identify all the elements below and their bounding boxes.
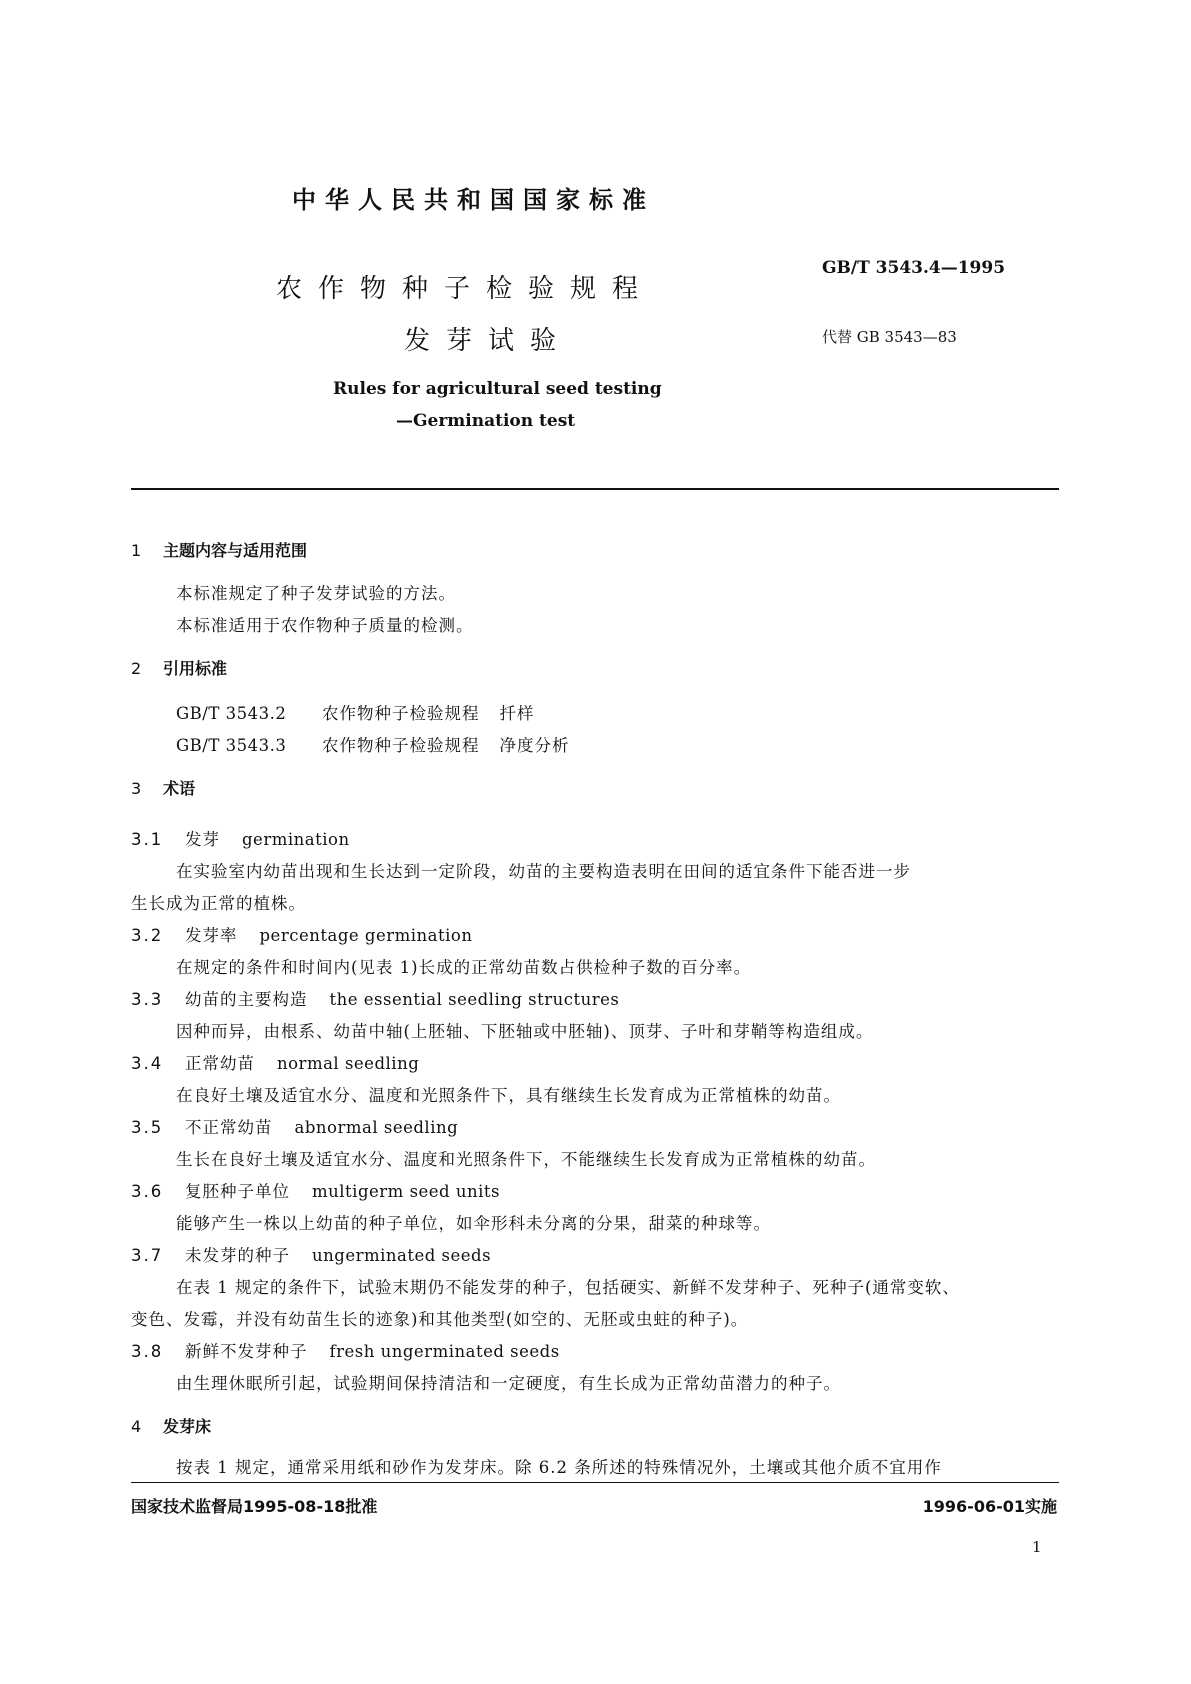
term-number: 3.2 [131,926,164,945]
page-number: 1 [1032,1538,1042,1556]
section-number: 4 [131,1417,142,1436]
term-chinese: 未发芽的种子 [185,1246,290,1265]
section-1-heading [131,538,307,561]
term-number: 3.7 [131,1246,164,1265]
term-chinese: 幼苗的主要构造 [185,990,308,1009]
replaces-standard: 代替 GB 3543—83 [822,328,957,346]
term-heading [131,986,619,1010]
term-english: normal seedling [277,1054,420,1073]
term-heading [131,826,350,850]
national-standard-heading: 中华人民共和国国家标准 [292,186,655,214]
reference-topic: 扦样 [499,704,535,723]
term-chinese: 正常幼苗 [185,1054,255,1073]
term-chinese: 发芽 [185,830,220,849]
term-english: abnormal seedling [294,1118,459,1137]
document-subtitle: 发芽试验 [404,326,573,356]
term-number: 3.8 [131,1342,164,1361]
reference-title: 农作物种子检验规程 [322,704,480,723]
section-3-heading [131,776,195,799]
term-definition: 变色、发霉，并没有幼苗生长的迹象)和其他类型(如空的、无胚或虫蛀的种子)。 [131,1310,749,1329]
term-definition: 能够产生一株以上幼苗的种子单位，如伞形科未分离的分果，甜菜的种球等。 [176,1214,771,1233]
term-definition: 因种而异，由根系、幼苗中轴(上胚轴、下胚轴或中胚轴)、顶芽、子叶和芽鞘等构造组成。 [176,1022,874,1041]
english-title-line-2: —Germination test [396,411,576,431]
standard-number: GB/T 3543.4—1995 [822,258,1006,278]
section-title: 发芽床 [163,1417,212,1436]
term-definition: 生长成为正常的植株。 [131,894,306,913]
term-heading [131,1338,560,1362]
term-heading [131,1178,500,1202]
term-definition: 生长在良好土壤及适宜水分、温度和光照条件下，不能继续生长发育成为正常植株的幼苗。 [176,1150,876,1169]
footer-divider [131,1482,1059,1483]
section-1-paragraph-1: 本标准规定了种子发芽试验的方法。 [176,584,456,603]
reference-item [176,700,535,724]
term-number: 3.1 [131,830,164,849]
section-4-paragraph-1: 按表 1 规定，通常采用纸和砂作为发芽床。除 6.2 条所述的特殊情况外，土壤或其他介质不宜用作 [176,1458,942,1477]
header-divider [131,488,1059,490]
term-definition: 在良好土壤及适宜水分、温度和光照条件下，具有继续生长发育成为正常植株的幼苗。 [176,1086,841,1105]
reference-title: 农作物种子检验规程 [322,736,480,755]
term-heading [131,1050,419,1074]
term-heading [131,1242,491,1266]
reference-code: GB/T 3543.2 [176,704,287,723]
term-number: 3.5 [131,1118,164,1137]
term-english: fresh ungerminated seeds [329,1342,560,1361]
term-number: 3.4 [131,1054,164,1073]
section-number: 1 [131,541,142,560]
reference-item [176,732,570,756]
term-definition: 在表 1 规定的条件下，试验末期仍不能发芽的种子，包括硬实、新鲜不发芽种子、死种子(通常变软、 [176,1278,960,1297]
term-number: 3.6 [131,1182,164,1201]
document-title: 农作物种子检验规程 [276,274,655,304]
section-4-heading [131,1414,211,1437]
term-english: ungerminated seeds [312,1246,492,1265]
term-chinese: 新鲜不发芽种子 [185,1342,308,1361]
section-number: 3 [131,779,142,798]
english-title-line-1: Rules for agricultural seed testing [333,379,662,399]
reference-code: GB/T 3543.3 [176,736,287,755]
section-number: 2 [131,659,142,678]
approval-note: 国家技术监督局1995-08-18批准 [131,1497,378,1516]
section-title: 术语 [163,779,196,798]
section-title: 引用标准 [163,659,228,678]
term-english: multigerm seed units [312,1182,500,1201]
term-heading [131,1114,458,1138]
term-english: percentage germination [259,926,473,945]
term-chinese: 发芽率 [185,926,238,945]
term-heading [131,922,472,946]
term-number: 3.3 [131,990,164,1009]
effective-date: 1996-06-01实施 [922,1497,1057,1516]
term-definition: 在规定的条件和时间内(见表 1)长成的正常幼苗数占供检种子数的百分率。 [176,958,752,977]
term-definition: 由生理休眠所引起，试验期间保持清洁和一定硬度，有生长成为正常幼苗潜力的种子。 [176,1374,841,1393]
term-english: the essential seedling structures [329,990,620,1009]
reference-topic: 净度分析 [499,736,570,755]
term-definition: 在实验室内幼苗出现和生长达到一定阶段，幼苗的主要构造表明在田间的适宜条件下能否进一步 [176,862,911,881]
section-2-heading [131,656,227,679]
section-1-paragraph-2: 本标准适用于农作物种子质量的检测。 [176,616,474,635]
section-title: 主题内容与适用范围 [163,541,308,560]
term-english: germination [242,830,350,849]
term-chinese: 复胚种子单位 [185,1182,290,1201]
term-chinese: 不正常幼苗 [185,1118,273,1137]
